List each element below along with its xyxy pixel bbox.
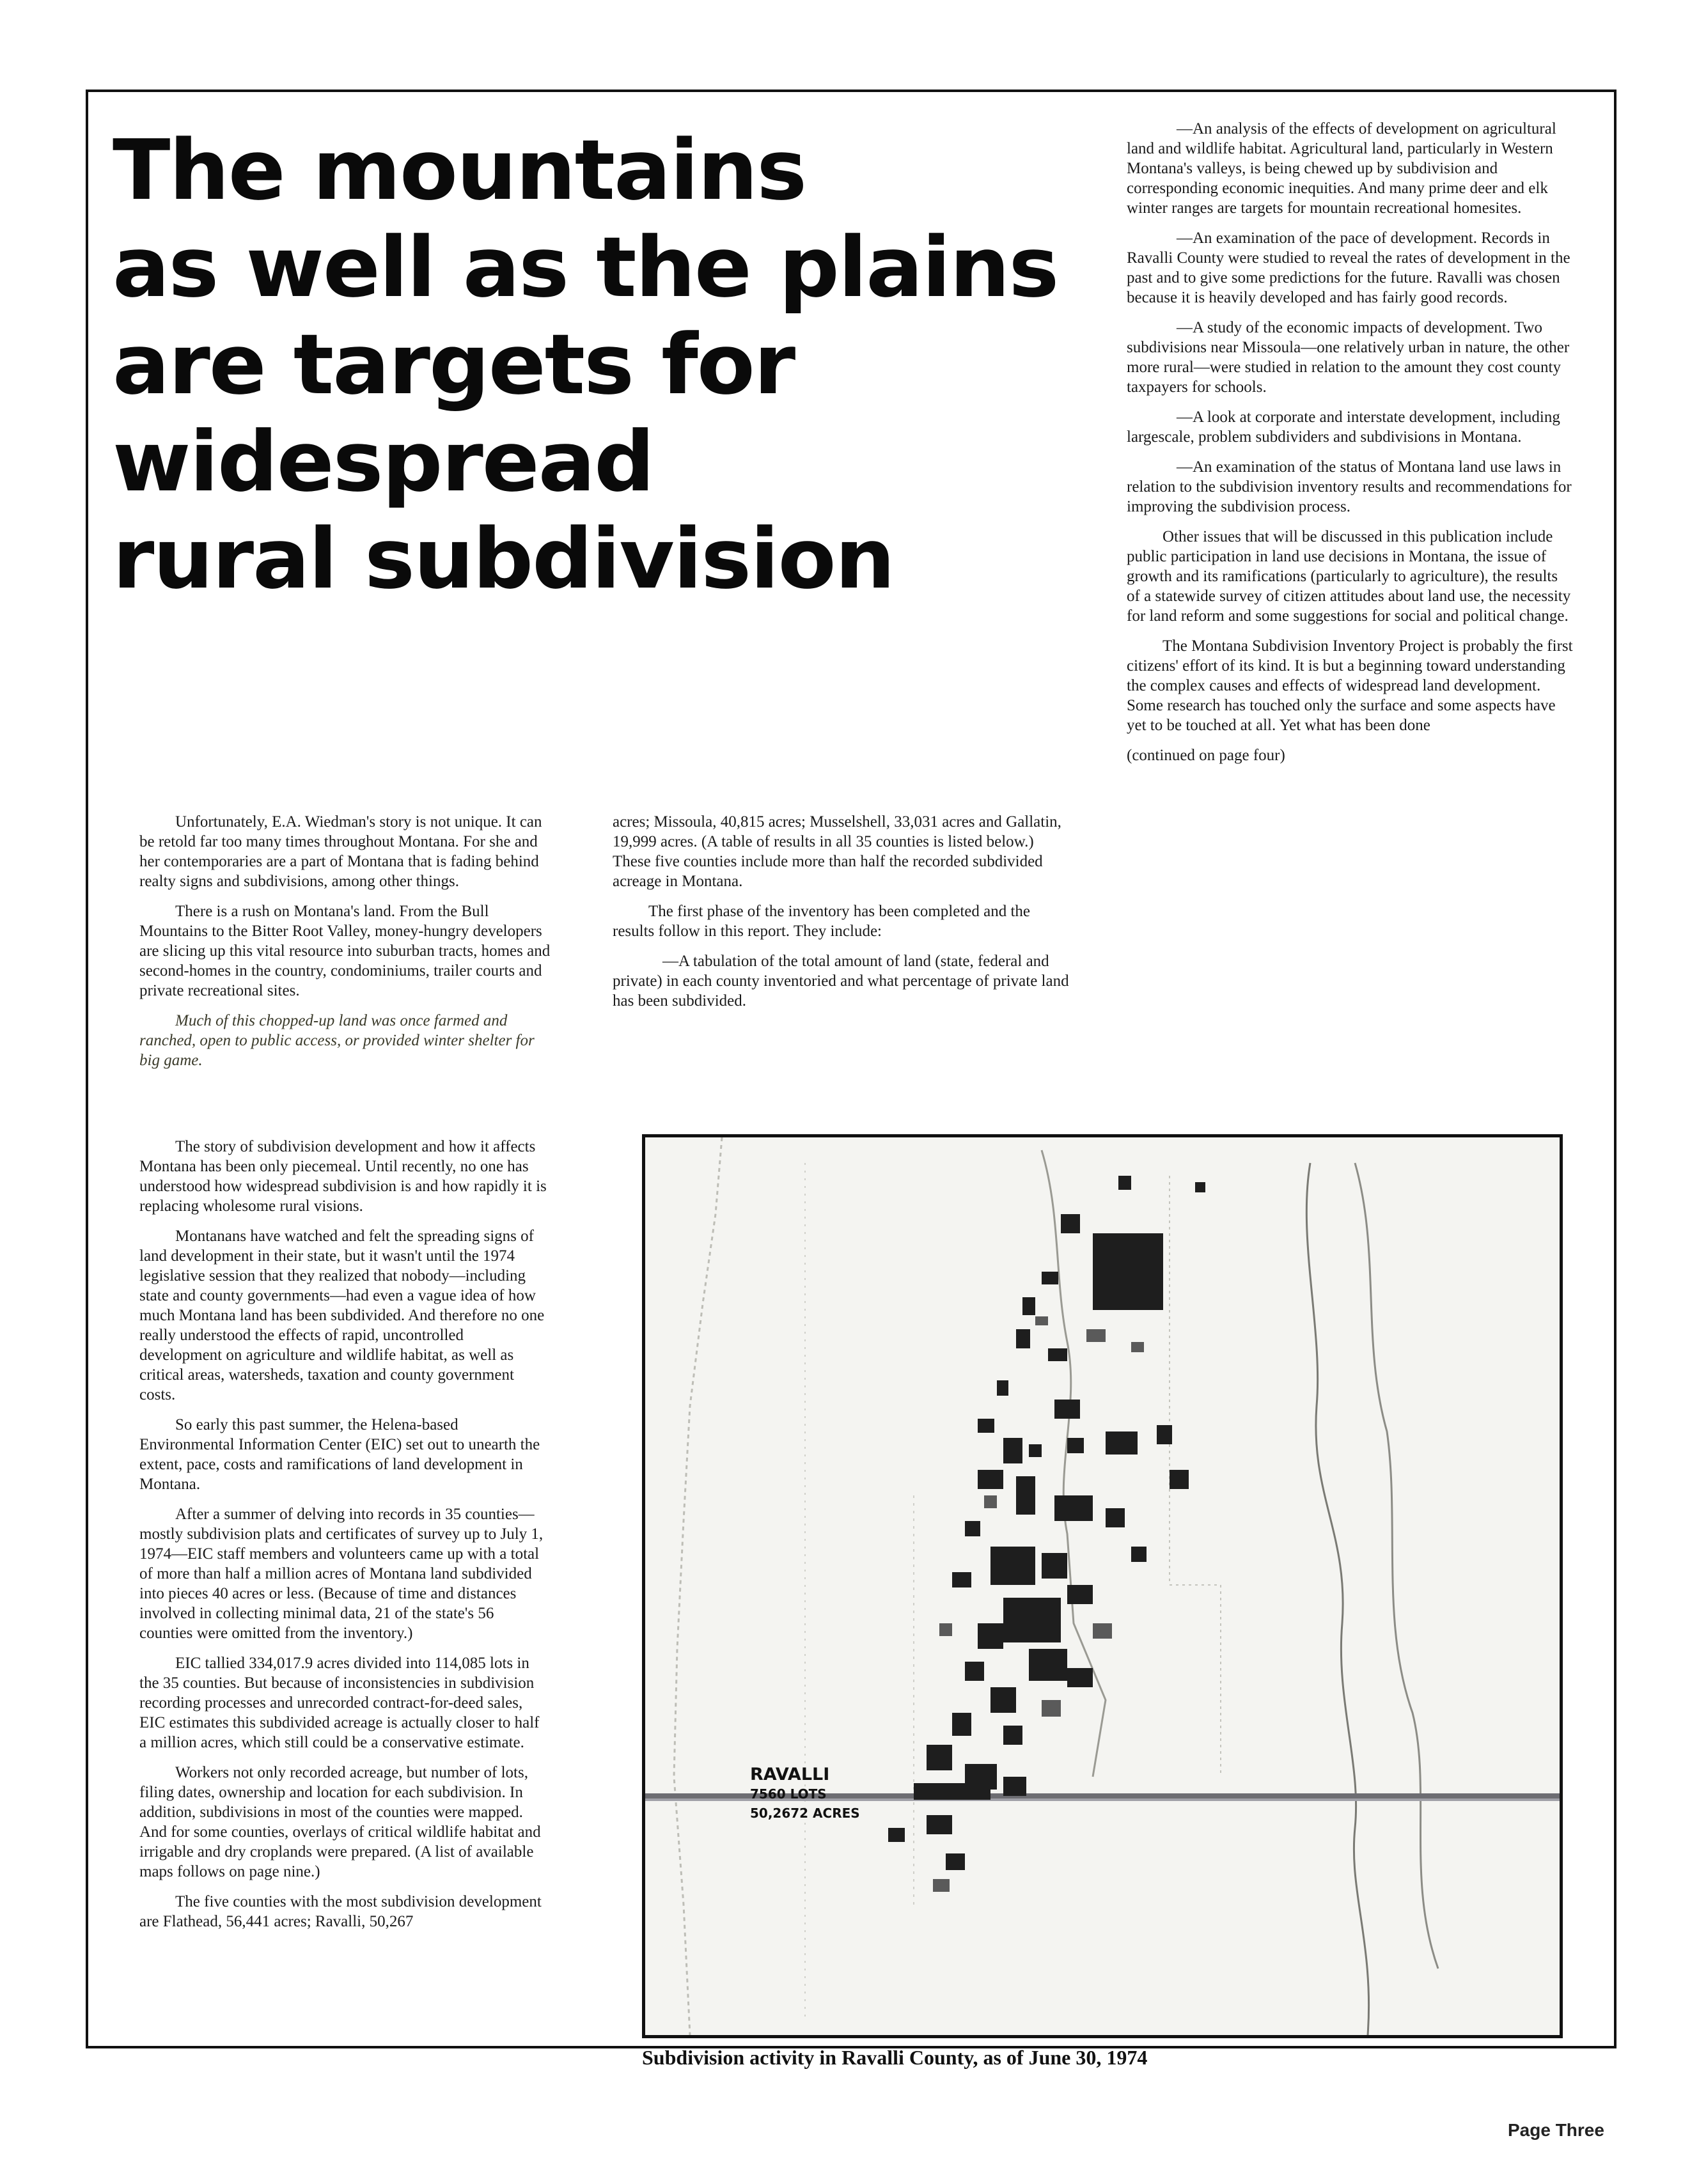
headline: [113, 121, 1104, 607]
paragraph: Montanans have watched and felt the spreading signs of land development in their state, but it wasn't until the 1974 legislative session that they realized that nobody—including state and county governments—had even a vague idea of how much Montana land has been subdivided. And therefore no one really understood the effects of rapid, uncontrolled development on agriculture and wildlife habitat, as well as critical areas, watersheds, taxation and county government costs.: [139, 1228, 545, 1403]
paragraph: Other issues that will be discussed in this publication include public participation in land use decisions in Montana, the issue of growth and its ramifications (particularly to agriculture), the results of a statewide survey of citizen attitudes about land use, the necessity for land reform and some suggestions for social and political change.: [1127, 528, 1571, 625]
map-caption: Subdivision activity in Ravalli County, as of June 30, 1974: [642, 2046, 1148, 2069]
paragraph: The five counties with the most subdivision development are Flathead, 56,441 acres; Ravalli, 50,267: [139, 1893, 542, 1930]
middle-column: [613, 812, 1073, 1021]
headline-line-4: widespread: [113, 413, 654, 510]
paragraph: The Montana Subdivision Inventory Project is probably the first citizens' effort of its kind. It is but a beginning toward understanding the complex causes and effects of widespread land development. Some research has touched only the surface and some aspects have yet to be touched at all. Yet what has been done: [1127, 637, 1573, 734]
map-acres: 50,2672 ACRES: [750, 1806, 860, 1821]
paragraph: The story of subdivision development and how it affects Montana has been only piecemeal. Until recently, no one has understood how widespread subdivision is and how rapidly it is replacing wholesome rural visions.: [139, 1138, 547, 1215]
paragraph: There is a rush on Montana's land. From the Bull Mountains to the Bitter Root Valley, money-hungry developers are slicing up this vital resource into suburban tracts, homes and second-homes in the country, condominiums, trailer courts and private recreational sites.: [139, 903, 551, 999]
paragraph: —An examination of the pace of development. Records in Ravalli County were studied to reveal the rates of development in the past and to give some predictions for the future. Ravalli was chosen because it is heavily developed and has fairly good records.: [1127, 230, 1570, 306]
italic-pull-paragraph: Much of this chopped-up land was once farmed and ranched, open to public access, or provided winter shelter for big game.: [139, 1012, 535, 1069]
map-county-name: RAVALLI: [750, 1765, 830, 1784]
paragraph: —A study of the economic impacts of development. Two subdivisions near Missoula—one relatively urban in nature, the other more rural—were studied in relation to the amount they cost county taxpayers for schools.: [1127, 319, 1570, 396]
paragraph: The first phase of the inventory has been completed and the results follow in this report. They include:: [613, 903, 1031, 940]
ravalli-county-map: [642, 1134, 1563, 2038]
paragraph: Workers not only recorded acreage, but number of lots, filing dates, ownership and location for each subdivision. In addition, subdivisions in most of the counties were mapped. And for some counties, overlays of critical wildlife habitat and irrigable and dry croplands were prepared. (A list of available maps follows on page nine.): [139, 1764, 541, 1880]
headline-line-3: are targets for: [113, 316, 795, 413]
right-column: [1127, 119, 1574, 776]
headline-line-2: as well as the plains: [113, 219, 1058, 316]
headline-line-1: The mountains: [113, 121, 806, 219]
continued-note: (continued on page four): [1127, 747, 1285, 764]
paragraph: —A tabulation of the total amount of land (state, federal and private) in each county inventoried and what percentage of private land has been subdivided.: [613, 953, 1069, 1010]
left-column-bottom: [139, 1137, 587, 1942]
map-lots: 7560 LOTS: [750, 1786, 827, 1802]
paragraph: —An examination of the status of Montana land use laws in relation to the subdivision inventory results and recommendations for improving the subdivision process.: [1127, 458, 1572, 515]
left-column-top: [139, 812, 555, 1080]
paragraph: —A look at corporate and interstate development, including largescale, problem subdividers and subdivisions in Montana.: [1127, 409, 1560, 446]
page-number: Page Three: [1508, 2120, 1604, 2140]
paragraph: —An analysis of the effects of development on agricultural land and wildlife habitat. Agricultural land, particularly in Western Montana's valleys, is being chewed up by subdivision and corresponding economic inequities. And many prime deer and elk winter ranges are targets for mountain recreational homesites.: [1127, 120, 1556, 217]
paragraph: After a summer of delving into records in 35 counties—mostly subdivision plats and certificates of survey up to July 1, 1974—EIC staff members and volunteers came up with a total of more than half a million acres of Montana land subdivided into pieces 40 acres or less. (Because of time and distances involved in collecting minimal data, 21 of the state's 56 counties were omitted from the inventory.): [139, 1506, 544, 1642]
map-label: [750, 1765, 860, 1823]
paragraph: So early this past summer, the Helena-based Environmental Information Center (EIC) set out to unearth the extent, pace, costs and ramifications of land development in Montana.: [139, 1416, 540, 1493]
paragraph: acres; Missoula, 40,815 acres; Musselshell, 33,031 acres and Gallatin, 19,999 acres. (A table of results in all 35 counties is listed below.) These five counties include more than half the recorded subdivided acreage in Montana.: [613, 813, 1061, 890]
map-drawing: [645, 1137, 1560, 2035]
headline-line-5: rural subdivision: [113, 510, 894, 607]
paragraph: EIC tallied 334,017.9 acres divided into 114,085 lots in the 35 counties. But because of inconsistencies in subdivision recording processes and unrecorded contract-for-deed sales, EIC estimates this subdivided acreage is actually closer to half a million acres, which still could be a conservative estimate.: [139, 1655, 540, 1751]
paragraph: Unfortunately, E.A. Wiedman's story is not unique. It can be retold far too many times throughout Montana. For she and her contemporaries are a part of Montana that is fading behind realty signs and subdivisions, among other things.: [139, 813, 542, 890]
